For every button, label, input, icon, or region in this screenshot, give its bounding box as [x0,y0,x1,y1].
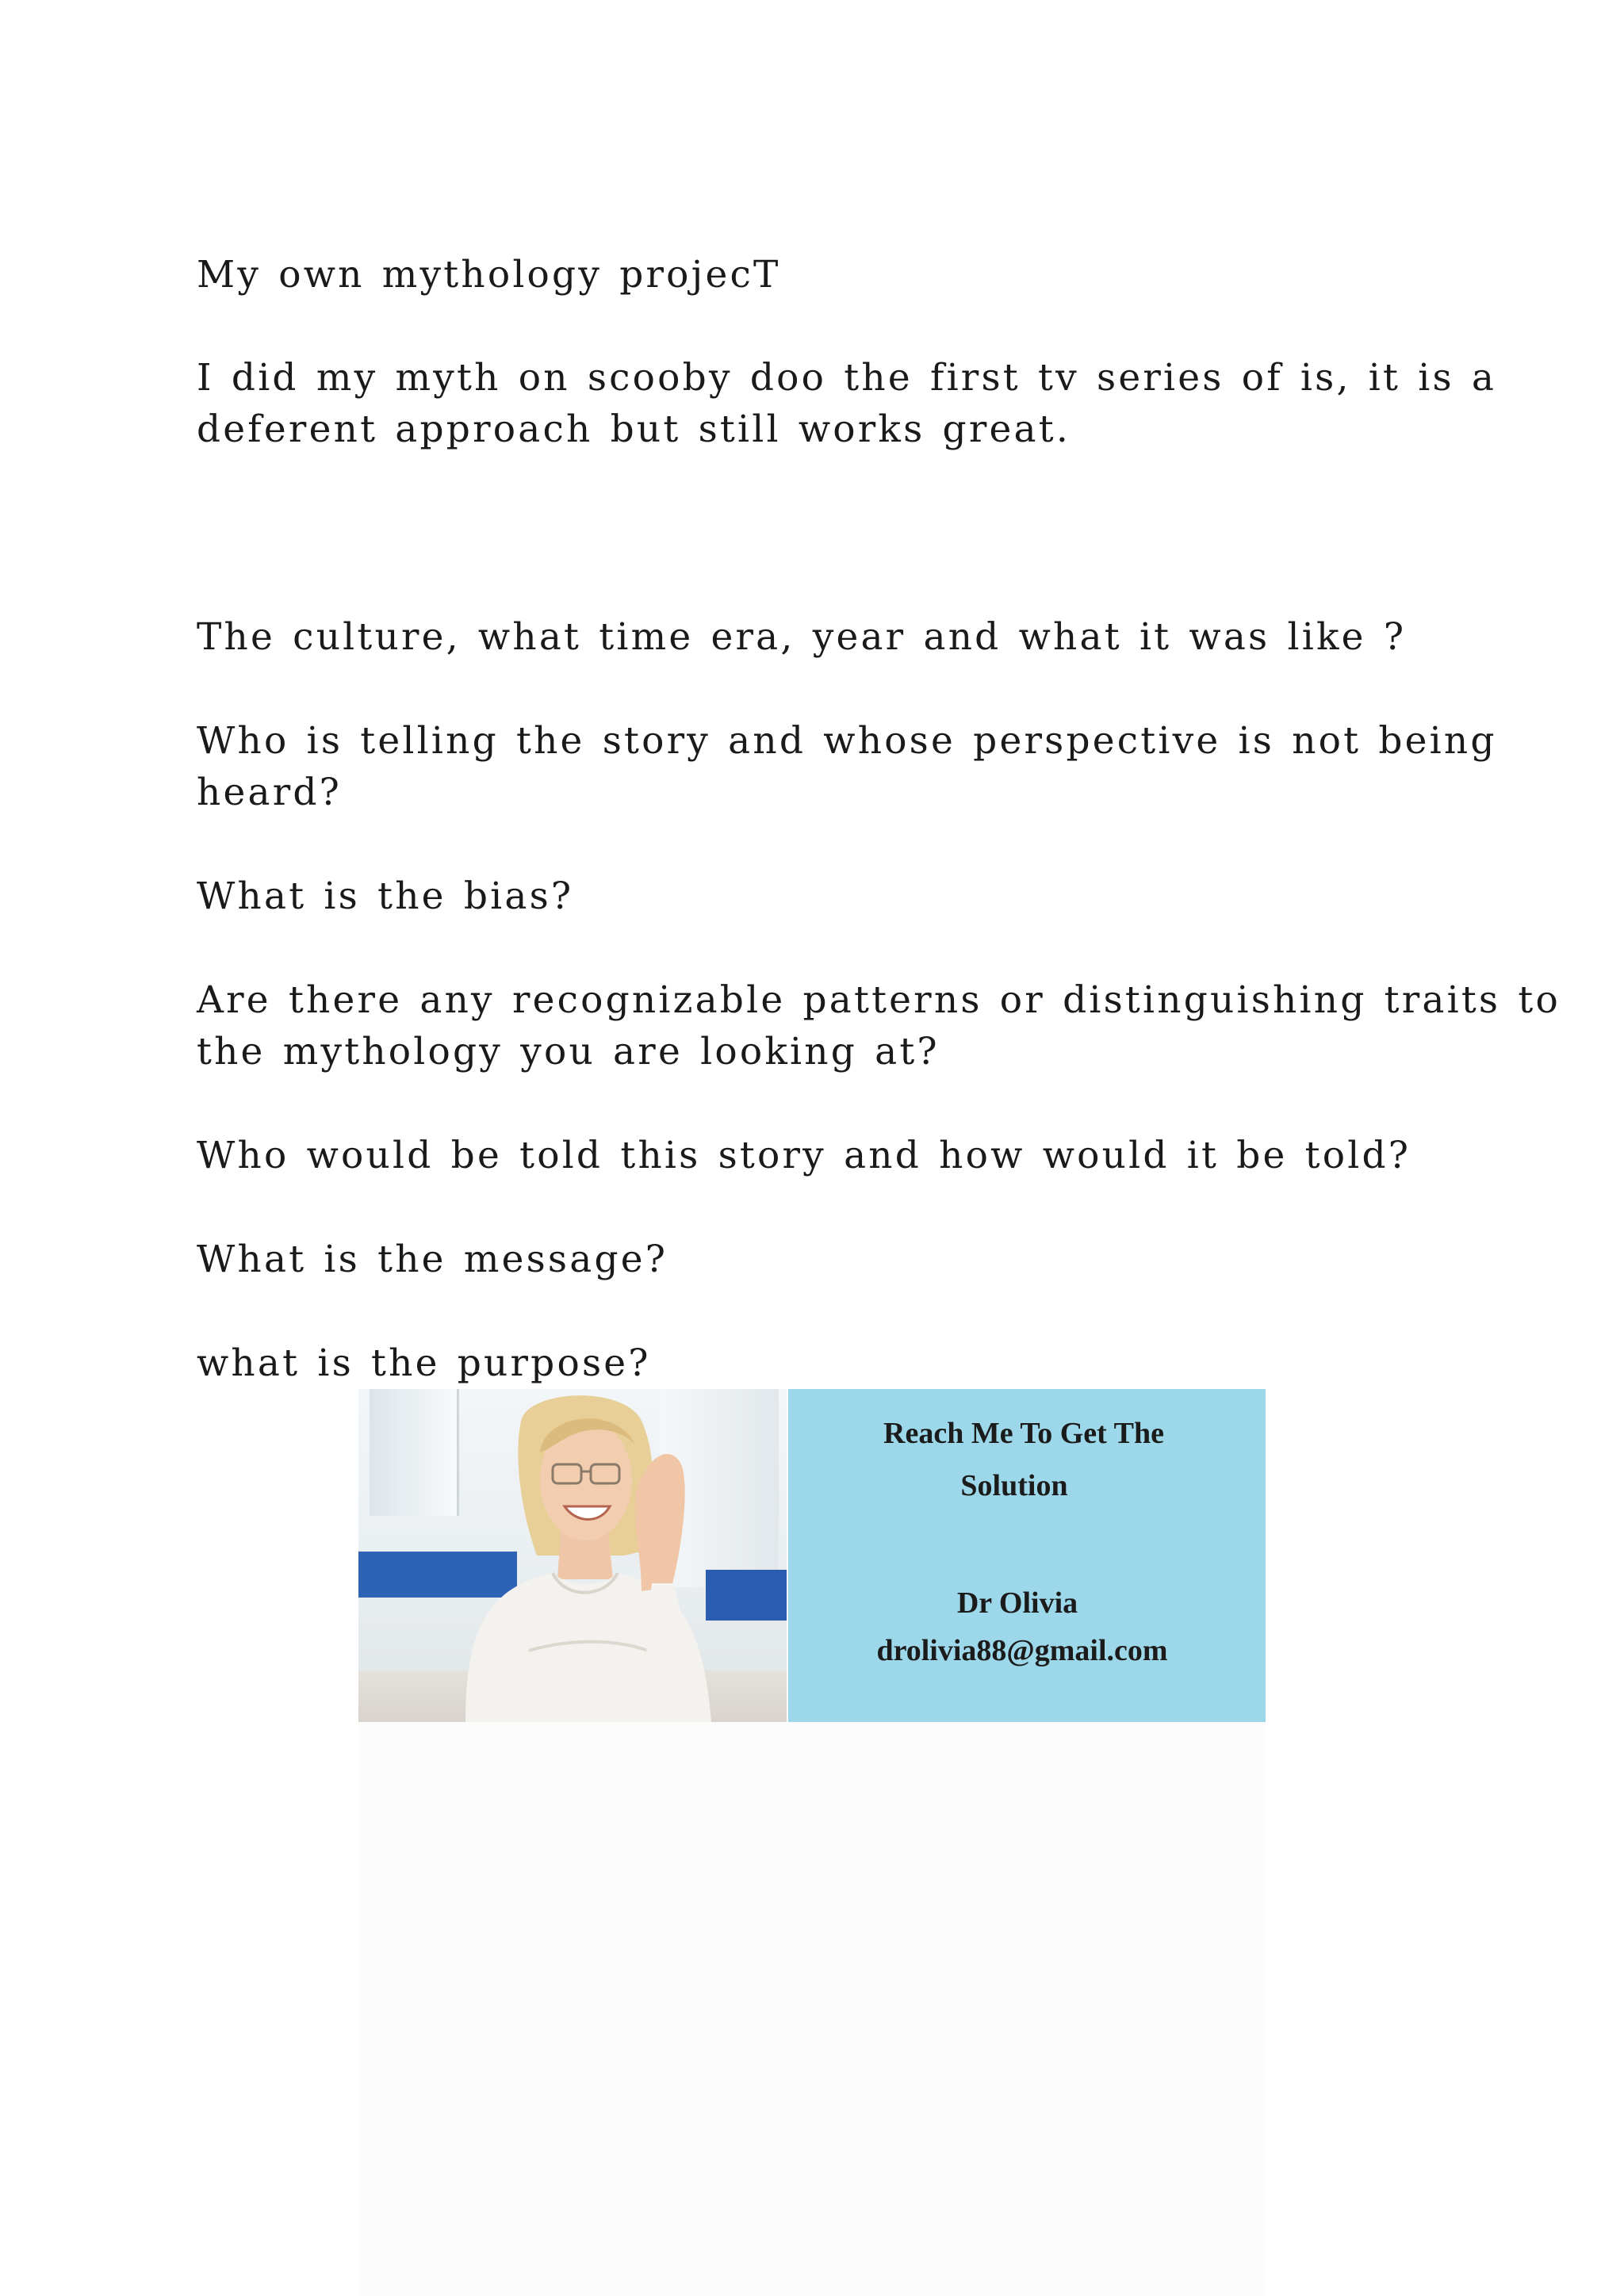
question-line: heard? [197,771,343,814]
promo-contact-panel[interactable] [788,1389,1266,1722]
lower-blank-panel [358,1722,1266,2296]
question-line: What is the message? [197,1238,668,1281]
promo-heading: Reach Me To Get The [883,1417,1164,1450]
document-title [197,249,1434,300]
question-line: what is the purpose? [197,1341,651,1385]
woman-portrait [434,1389,727,1722]
question-perspective [197,715,1497,818]
promo-banner[interactable] [358,1389,1266,1722]
question-audience [197,1130,1434,1181]
question-purpose [197,1337,1434,1389]
question-culture [197,611,1434,663]
question-patterns [197,974,1561,1077]
title-text: My own mythology projecT [197,253,781,297]
question-message [197,1234,1434,1285]
promo-name: Dr Olivia [956,1586,1078,1620]
intro-line: I did my myth on scooby doo the first tv series of is, it is a [197,356,1497,400]
promo-heading: Solution [960,1469,1068,1502]
question-line: Who is telling the story and whose perspective is not being [197,719,1497,763]
promo-email-link[interactable]: drolivia88@gmail.com [876,1634,1168,1667]
question-line: What is the bias? [197,874,574,918]
question-line: Who would be told this story and how would it be told? [197,1134,1411,1177]
intro-paragraph [197,352,1497,455]
question-line: the mythology you are looking at? [197,1030,940,1073]
question-line: The culture, what time era, year and what it was like ? [197,615,1407,659]
question-line: Are there any recognizable patterns or distinguishing traits to [197,978,1561,1022]
intro-line: deferent approach but still works great. [197,408,1071,451]
promo-photo [358,1389,787,1722]
question-bias [197,871,1434,922]
